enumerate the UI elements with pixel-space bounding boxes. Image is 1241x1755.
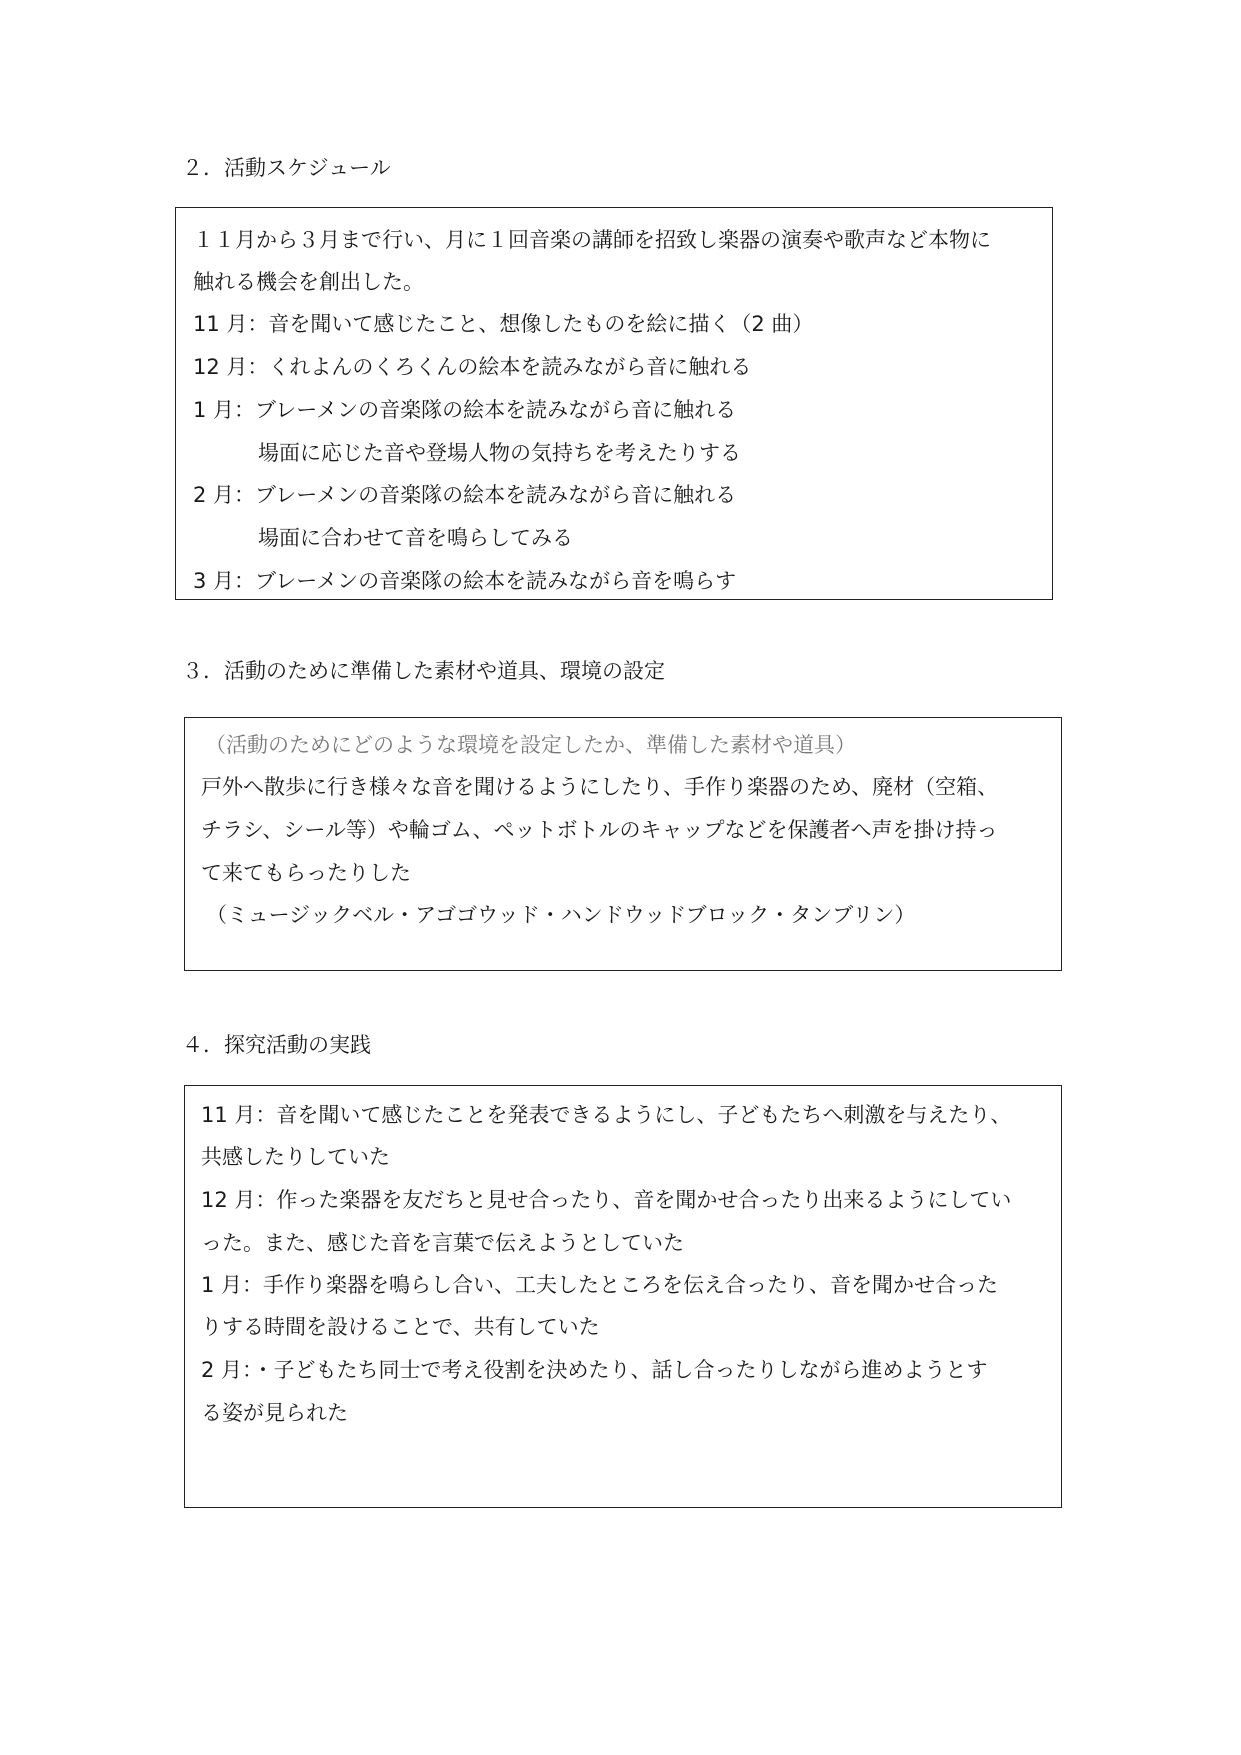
schedule-line: 3 月：ブレーメンの音楽隊の絵本を読みながら音を鳴らす [193,569,737,593]
materials-line: 戸外へ散歩に行き様々な音を聞けるようにしたり、手作り楽器のため、廃材（空箱、 [201,775,999,799]
materials-line: （ミュージックベル・アゴゴウッド・ハンドウッドブロック・タンブリン） [206,903,916,927]
section-3-heading: ３．活動のために準備した素材や道具、環境の設定 [182,659,665,683]
schedule-line: １１月から３月まで行い、月に１回音楽の講師を招致し楽器の演奏や歌声など本物に [193,228,991,252]
materials-line: て来てもらったりした [201,861,411,885]
practice-line: った。また、感じた音を言葉で伝えようとしていた [201,1231,684,1255]
schedule-line: 触れる機会を創出した。 [193,270,424,294]
practice-line: りする時間を設けることで、共有していた [201,1315,600,1339]
schedule-line: 場面に合わせて音を鳴らしてみる [258,526,573,550]
practice-line: る姿が見られた [201,1401,348,1425]
schedule-line: 1 月：ブレーメンの音楽隊の絵本を読みながら音に触れる [193,398,737,422]
schedule-line: 場面に応じた音や登場人物の気持ちを考えたりする [258,441,741,465]
practice-line: 共感したりしていた [201,1145,390,1169]
practice-line: 2 月：・子どもたち同士で考え役割を決めたり、話し合ったりしながら進めようとす [201,1358,988,1382]
section-2-heading: ２．活動スケジュール [182,156,391,180]
section-4-heading: ４．探究活動の実践 [182,1033,371,1057]
schedule-line: 11 月：音を聞いて感じたこと、想像したものを絵に描く（2 曲） [193,312,814,336]
schedule-line: 2 月：ブレーメンの音楽隊の絵本を読みながら音に触れる [193,483,737,507]
materials-line: チラシ、シール等）や輪ゴム、ペットボトルのキャップなどを保護者へ声を掛け持っ [201,818,998,842]
practice-line: 1 月：手作り楽器を鳴らし合い、工夫したところを伝え合ったり、音を聞かせ合った [201,1273,999,1297]
section-3-prompt: （活動のためにどのような環境を設定したか、準備した素材や道具） [205,733,856,757]
schedule-line: 12 月：くれよんのくろくんの絵本を読みながら音に触れる [193,355,752,379]
practice-line: 11 月：音を聞いて感じたことを発表できるようにし、子どもたちへ刺激を与えたり、 [201,1103,1012,1127]
practice-line: 12 月：作った楽器を友だちと見せ合ったり、音を聞かせ合ったり出来るようにしてい [201,1188,1012,1212]
